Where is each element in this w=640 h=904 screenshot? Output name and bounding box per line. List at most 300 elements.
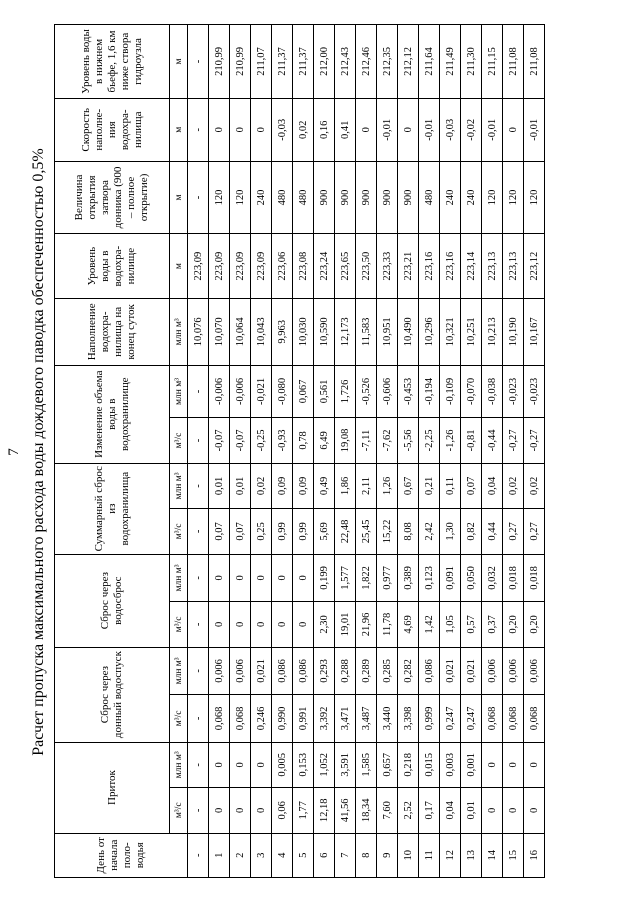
header-spillway: Сброс через водосброс [55,554,170,647]
table-cell: 0,25 [251,509,272,554]
table-cell: -0,023 [524,365,545,418]
table-cell: 0 [251,98,272,161]
unit-cell: млн м³ [170,463,188,508]
table-cell: 0 [230,788,251,833]
table-cell: -0,606 [377,365,398,418]
table-cell: 0 [503,788,524,833]
table-cell: -0,109 [440,365,461,418]
table-row [314,25,335,878]
table-cell: - [188,742,209,787]
table-cell: 120 [503,161,524,234]
table-cell: 223,12 [524,234,545,299]
table-cell: 0,021 [461,647,482,695]
table-cell: 0 [209,98,230,161]
table-cell: 1,577 [335,554,356,602]
table-cell: 120 [482,161,503,234]
table-cell: 10,030 [293,299,314,366]
table-cell: 0,068 [209,695,230,742]
table-cell: -0,021 [251,365,272,418]
table-cell: 900 [377,161,398,234]
table-cell: 15,22 [377,509,398,554]
table-cell: 212,43 [335,25,356,99]
table-cell: - [188,647,209,695]
table-cell: - [188,463,209,508]
unit-cell: м³/с [170,602,188,647]
table-cell: 6 [314,833,335,877]
reservoir-flow-table [54,24,545,878]
table-cell: 0 [524,742,545,787]
table-cell: 10,064 [230,299,251,366]
table-cell: 7 [335,833,356,877]
table-cell: 2,11 [356,463,377,508]
table-cell: -0,03 [440,98,461,161]
table-row [272,25,293,878]
table-cell: 1,26 [377,463,398,508]
table-row [188,25,209,878]
table-cell: 0,41 [335,98,356,161]
table-cell: 0,006 [230,647,251,695]
table-cell: 0,091 [440,554,461,602]
table-cell: 21,96 [356,602,377,647]
table-cell: -0,44 [482,418,503,463]
table-cell: 223,08 [293,234,314,299]
units-row [170,25,188,878]
table-cell: 0 [230,98,251,161]
table-cell: -0,070 [461,365,482,418]
table-cell: -0,038 [482,365,503,418]
table-cell: 0,389 [398,554,419,602]
table-cell: 8,08 [398,509,419,554]
table-cell: 0 [251,742,272,787]
table-cell: 0,067 [293,365,314,418]
table-cell: -0,453 [398,365,419,418]
table-row [440,25,461,878]
table-cell: 4 [272,833,293,877]
table-cell: -7,62 [377,418,398,463]
table-cell: 223,50 [356,234,377,299]
table-cell: 240 [251,161,272,234]
table-cell: 223,09 [209,234,230,299]
table-cell: -0,01 [524,98,545,161]
table-cell: -0,93 [272,418,293,463]
table-cell: 10 [398,833,419,877]
table-cell: 0,247 [461,695,482,742]
table-cell: 0,09 [272,463,293,508]
table-cell: 10,043 [251,299,272,366]
table-cell: 11 [419,833,440,877]
table-cell: 0,999 [419,695,440,742]
table-cell: 0,285 [377,647,398,695]
table-cell: 0 [272,602,293,647]
table-cell: 0,99 [293,509,314,554]
table-cell: 0 [209,788,230,833]
table-cell: -0,194 [419,365,440,418]
table-cell: 0,37 [482,602,503,647]
unit-cell: млн м³ [170,299,188,366]
table-cell: 12 [440,833,461,877]
table-cell: 0 [251,602,272,647]
table-cell: 0,17 [419,788,440,833]
table-cell: -0,01 [419,98,440,161]
table-cell: -0,07 [230,418,251,463]
table-cell: 223,16 [419,234,440,299]
table-cell: 0,246 [251,695,272,742]
unit-cell: м [170,161,188,234]
table-cell: 0,006 [524,647,545,695]
table-cell: -0,080 [272,365,293,418]
table-cell: 0,09 [293,463,314,508]
table-cell: 0,218 [398,742,419,787]
table-row [503,25,524,878]
table-cell: 0,02 [251,463,272,508]
table-cell: 0,003 [440,742,461,787]
table-cell: 210,99 [209,25,230,99]
table-cell: 223,09 [251,234,272,299]
table-cell: 211,49 [440,25,461,99]
table-cell: -0,526 [356,365,377,418]
table-cell: 223,13 [503,234,524,299]
table-cell: 0,288 [335,647,356,695]
table-cell: 0,27 [524,509,545,554]
table-cell: - [188,418,209,463]
table-cell: 0,44 [482,509,503,554]
table-cell: 0,153 [293,742,314,787]
table-cell: -1,26 [440,418,461,463]
table-cell: 0 [356,98,377,161]
table-cell: 0 [230,602,251,647]
unit-cell: м [170,25,188,99]
table-cell: -5,56 [398,418,419,463]
table-cell: 0,67 [398,463,419,508]
table-cell: 7,60 [377,788,398,833]
unit-cell: м³/с [170,418,188,463]
table-row [524,25,545,878]
table-cell: -7,11 [356,418,377,463]
table-cell: 2,30 [314,602,335,647]
header-row [55,25,170,878]
table-cell: 480 [272,161,293,234]
table-cell: 0 [293,554,314,602]
table-cell: 0,07 [230,509,251,554]
table-cell: 900 [314,161,335,234]
table-cell: 0,018 [503,554,524,602]
table-cell: 0,015 [419,742,440,787]
table-cell: 1,05 [440,602,461,647]
header-volume-change: Изменение объема воды в водохранилище [55,365,170,463]
table-cell: 10,321 [440,299,461,366]
table-cell: 5,69 [314,509,335,554]
table-cell: 14 [482,833,503,877]
table-cell: 3,392 [314,695,335,742]
header-storage: Наполнение водохра-нилища на конец суток [55,299,170,366]
unit-cell: м³/с [170,788,188,833]
table-cell: 0,78 [293,418,314,463]
table-cell: 11,583 [356,299,377,366]
table-cell: 0,050 [461,554,482,602]
table-cell: 11,78 [377,602,398,647]
table-cell: - [188,695,209,742]
table-cell: 211,37 [272,25,293,99]
table-cell: 0,289 [356,647,377,695]
table-cell: 211,30 [461,25,482,99]
table-cell: 0,02 [524,463,545,508]
table-cell: 0,032 [482,554,503,602]
table-cell: 0,82 [461,509,482,554]
table-cell: 2,42 [419,509,440,554]
header-bottom-outlet: Сброс через донный водоспуск [55,647,170,742]
table-cell: -0,81 [461,418,482,463]
table-cell: 4,69 [398,602,419,647]
table-cell: 0 [482,788,503,833]
table-cell: 3,398 [398,695,419,742]
table-cell: 240 [461,161,482,234]
table-cell: 0,06 [272,788,293,833]
table-row [398,25,419,878]
table-cell: 223,65 [335,234,356,299]
table-cell: 10,490 [398,299,419,366]
table-cell: 1,822 [356,554,377,602]
table-cell: 9 [377,833,398,877]
table-cell: 0 [293,602,314,647]
unit-cell: м³/с [170,695,188,742]
table-cell: 211,08 [524,25,545,99]
table-cell: 1,77 [293,788,314,833]
table-cell: 0,27 [503,509,524,554]
table-cell: -0,02 [461,98,482,161]
table-cell: 10,213 [482,299,503,366]
table-cell: 0,068 [524,695,545,742]
table-cell: 0,006 [503,647,524,695]
header-gate-opening: Величина открытия затвора донника (900 – полное открытие) [55,161,170,234]
table-cell: 0,021 [440,647,461,695]
table-cell: -0,01 [482,98,503,161]
table-cell: 0,11 [440,463,461,508]
table-row [209,25,230,878]
table-cell: 0,02 [503,463,524,508]
table-cell: 0,561 [314,365,335,418]
table-cell: 0,005 [272,742,293,787]
table-cell: 18,34 [356,788,377,833]
table-cell: 1,726 [335,365,356,418]
table-cell: 25,45 [356,509,377,554]
unit-cell: м³/с [170,509,188,554]
table-cell: -0,01 [377,98,398,161]
table-cell: 211,15 [482,25,503,99]
table-cell: 10,951 [377,299,398,366]
table-cell: 900 [356,161,377,234]
unit-cell: м [170,234,188,299]
table-cell: 0,068 [503,695,524,742]
table-cell: 211,37 [293,25,314,99]
header-total-discharge: Суммарный сброс из водохранилища [55,463,170,554]
table-cell: 16 [524,833,545,877]
table-cell: 10,167 [524,299,545,366]
table-cell: 223,13 [482,234,503,299]
table-row [230,25,251,878]
header-day: День от начала поло-водья [55,833,188,877]
table-cell: 3 [251,833,272,877]
table-cell: 120 [230,161,251,234]
table-cell: 3,487 [356,695,377,742]
table-cell: 120 [524,161,545,234]
table-row [377,25,398,878]
table-cell: 22,48 [335,509,356,554]
table-cell: - [188,554,209,602]
header-fill-rate: Скорость наполне-ния водохра-нилища [55,98,170,161]
table-cell: 223,09 [230,234,251,299]
table-cell: - [188,833,209,877]
unit-cell: млн м³ [170,365,188,418]
table-cell: 0,49 [314,463,335,508]
table-cell: 0 [524,788,545,833]
table-cell: 0,006 [209,647,230,695]
table-cell: 900 [398,161,419,234]
table-row [251,25,272,878]
table-cell: 5 [293,833,314,877]
table-cell: 0,02 [293,98,314,161]
table-row [461,25,482,878]
table-cell: 2,52 [398,788,419,833]
table-row [335,25,356,878]
unit-cell: млн м³ [170,742,188,787]
table-cell: 211,64 [419,25,440,99]
table-cell: 223,33 [377,234,398,299]
table-row [419,25,440,878]
table-cell: 0,20 [524,602,545,647]
table-cell: 212,35 [377,25,398,99]
table-cell: 0,657 [377,742,398,787]
table-cell: 211,07 [251,25,272,99]
table-cell: 8 [356,833,377,877]
table-cell: - [188,788,209,833]
table-cell: 12,173 [335,299,356,366]
table-cell: 10,076 [188,299,209,366]
table-cell: 0 [251,788,272,833]
table-cell: 0,07 [209,509,230,554]
table-cell: 10,590 [314,299,335,366]
table-cell: -0,27 [503,418,524,463]
unit-cell: млн м³ [170,647,188,695]
table-cell: 0 [209,742,230,787]
table-cell: 0,006 [482,647,503,695]
table-cell: 15 [503,833,524,877]
table-cell: -0,25 [251,418,272,463]
table-cell: 0,199 [314,554,335,602]
table-cell: 223,09 [188,234,209,299]
table-cell: -0,07 [209,418,230,463]
table-cell: 1,585 [356,742,377,787]
table-cell: -0,27 [524,418,545,463]
table-cell: 2 [230,833,251,877]
table-cell: 10,070 [209,299,230,366]
table-cell: 0,01 [209,463,230,508]
table-cell: 19,08 [335,418,356,463]
table-cell: 210,99 [230,25,251,99]
table-cell: -0,006 [230,365,251,418]
table-cell: 3,591 [335,742,356,787]
table-cell: -0,006 [209,365,230,418]
table-cell: 3,440 [377,695,398,742]
table-cell: -2,25 [419,418,440,463]
table-cell: 212,46 [356,25,377,99]
table-cell: 0,07 [461,463,482,508]
table-cell: 3,471 [335,695,356,742]
table-cell: 0 [398,98,419,161]
table-cell: 0,20 [503,602,524,647]
table-cell: 0,086 [293,647,314,695]
table-cell: 0 [209,554,230,602]
table-cell: 0,990 [272,695,293,742]
table-cell: 223,06 [272,234,293,299]
table-row [356,25,377,878]
table-cell: 0,04 [440,788,461,833]
table-cell: -0,023 [503,365,524,418]
table-cell: 0,282 [398,647,419,695]
table-cell: 0,99 [272,509,293,554]
table-cell: 0,086 [419,647,440,695]
table-cell: 1,42 [419,602,440,647]
table-cell: 1,86 [335,463,356,508]
header-inflow: Приток [55,742,170,833]
table-cell: 1,30 [440,509,461,554]
table-cell: 12,18 [314,788,335,833]
header-tailwater-level: Уровень воды в нижнем бьефе, 1,6 км ниже створа гидроузла [55,25,170,99]
table-cell: 0 [251,554,272,602]
table-cell: 211,08 [503,25,524,99]
table-cell: - [188,25,209,99]
table-cell: 480 [293,161,314,234]
table-cell: 0,16 [314,98,335,161]
table-cell: 480 [419,161,440,234]
table-cell: 0,01 [461,788,482,833]
table-cell: 9,963 [272,299,293,366]
table-cell: 10,190 [503,299,524,366]
table-cell: 41,56 [335,788,356,833]
table-cell: 212,12 [398,25,419,99]
table-body [188,25,545,878]
table-cell: 900 [335,161,356,234]
page-number: 7 [6,448,22,456]
table-cell: 0,018 [524,554,545,602]
table-cell: 223,21 [398,234,419,299]
table-row [482,25,503,878]
table-cell: 212,00 [314,25,335,99]
table-cell: 0 [482,742,503,787]
table-cell: 0 [230,554,251,602]
table-cell: 1,052 [314,742,335,787]
table-cell: 0 [503,98,524,161]
table-cell: - [188,509,209,554]
unit-cell: млн м³ [170,554,188,602]
table-caption: Расчет пропуска максимального расхода воды дождевого паводка обеспеченностью 0,5% [30,148,47,756]
table-cell: 0 [209,602,230,647]
table-cell: 0,086 [272,647,293,695]
table-cell: - [188,602,209,647]
table-row [293,25,314,878]
table-cell: 223,24 [314,234,335,299]
table-cell: 0,977 [377,554,398,602]
table-cell: - [188,365,209,418]
table-cell: - [188,98,209,161]
table-cell: 0,123 [419,554,440,602]
table-cell: 0,57 [461,602,482,647]
unit-cell: м [170,98,188,161]
table-cell: 0 [503,742,524,787]
table-cell: 120 [209,161,230,234]
table-cell: 223,16 [440,234,461,299]
table-cell: 0 [272,554,293,602]
table-cell: - [188,161,209,234]
